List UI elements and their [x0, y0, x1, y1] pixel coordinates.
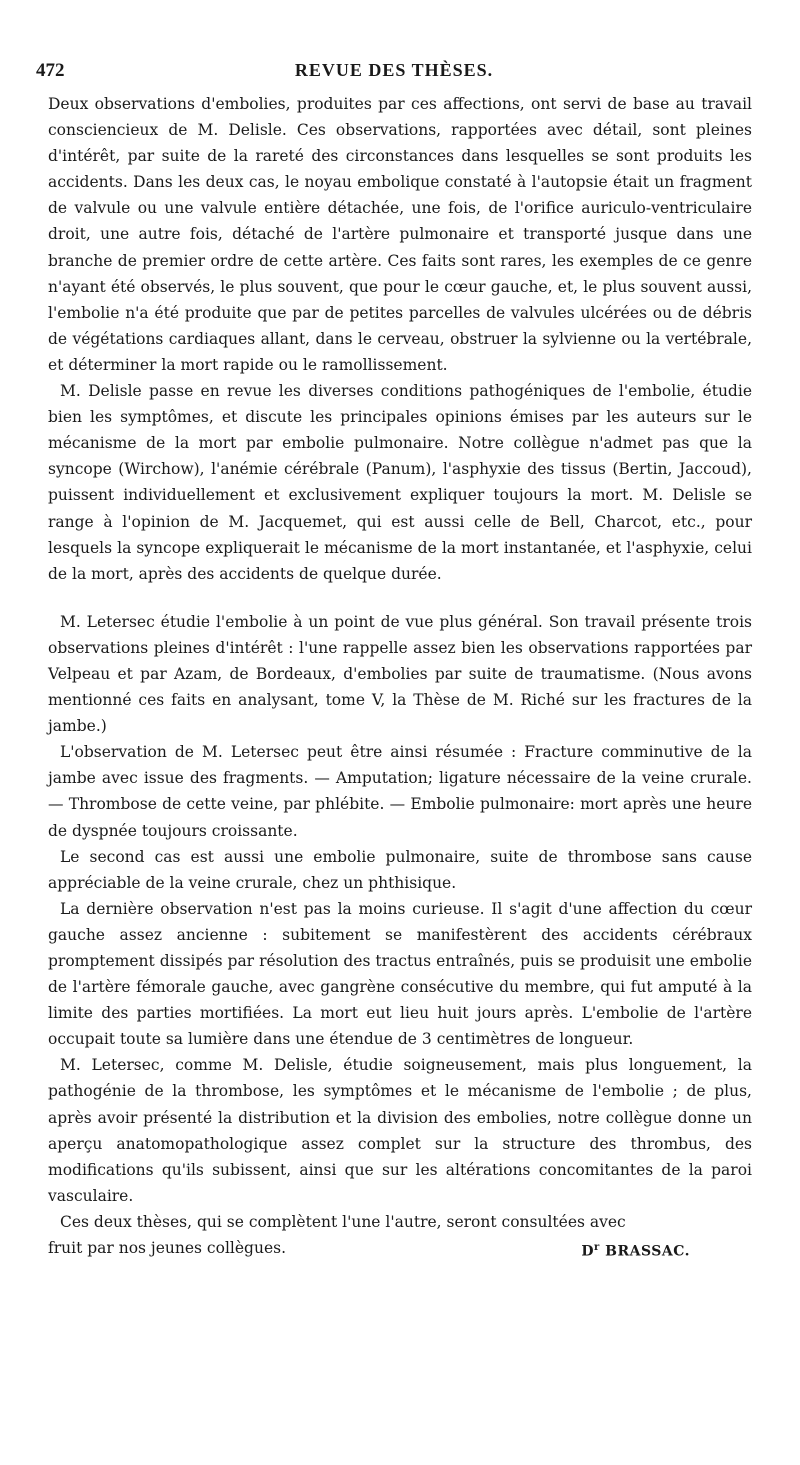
page-header [36, 60, 752, 90]
paragraph-8: Ces deux thèses, qui se complètent l'une l'autre, seront consultées avec [60, 1212, 626, 1231]
paragraph-7: M. Letersec, comme M. Delisle, étudie soigneusement, mais plus longuement, la pathogénie de la thrombose, les symptômes et le mécanisme de l'embolie ; de plus, après avoir présenté la distribution et la division des embolies, notre collègue donne un aperçu anatomopathologique assez complet sur la structure des thrombus, des modifications qu'ils subissent, ainsi que sur les altérations concomitantes de la paroi vasculaire. [48, 1056, 752, 1205]
running-head: REVUE DES THÈSES. [294, 60, 494, 80]
paragraph-3: M. Letersec étudie l'embolie à un point de vue plus général. Son travail présente trois observations pleines d'intérêt : l'une rappelle assez bien les observations rapportées par Velpeau et par Azam, de Bordeaux, d'embolies par suite de traumatisme. (Nous avons mentionné ces faits en analysant, tome V, la Thèse de M. Riché sur les fractures de la jambe.) [48, 612, 752, 736]
author-signature [581, 1235, 752, 1265]
signature-superscript: r [593, 1242, 600, 1254]
paragraph-6: La dernière observation n'est pas la moins curieuse. Il s'agit d'une affection du cœur gauche assez ancienne : subitement se manifestèrent des accidents cérébraux promptement dissipés par résolution des tractus entraînés, puis se produisit une embolie de l'artère fémorale gauche, avec gangrène consécutive du membre, qui fut amputé à la limite des parties mortifiées. La mort eut lieu huit jours après. L'embolie de l'artère occupait toute sa lumière dans une étendue de 3 centimètres de longueur. [48, 899, 752, 1049]
article-body [48, 91, 752, 1265]
closing-line [48, 1235, 752, 1265]
paragraph-2: M. Delisle passe en revue les diverses conditions pathogéniques de l'embolie, étudie bien les symptômes, et discute les principales opinions émises par les auteurs sur le mécanisme de la mort par embolie pulmonaire. Notre collègue n'admet pas que la syncope (Wirchow), l'anémie cérébrale (Panum), l'asphyxie des tissus (Bertin, Jaccoud), puissent individuellement et exclusivement expliquer toujours la mort. M. Delisle se range à l'opinion de M. Jacquemet, qui est aussi celle de Bell, Charcot, etc., pour lesquels la syncope expliquerait le mécanisme de la mort instantanée, et l'asphyxie, celui de la mort, après des accidents de quelque durée. [48, 382, 752, 583]
section-gap [48, 587, 752, 609]
paragraph-1: Deux observations d'embolies, produites par ces affections, ont servi de base au travail consciencieux de M. Delisle. Ces observations, rapportées avec détail, sont pleines d'intérêt, par suite de la rareté des circonstances dans lesquelles se sont produits les accidents. Dans les deux cas, le noyau embolique constaté à l'autopsie était un fragment de valvule ou une valvule entière détachée, une fois, de l'orifice auriculo-ventriculaire droit, une autre fois, détaché de l'artère pulmonaire et transporté jusque dans une branche de premier ordre de cette artère. Ces faits sont rares, les exemples de ce genre n'ayant été observés, le plus souvent, que pour le cœur gauche, et, le plus souvent aussi, l'embolie n'a été produite que par de petites parcelles de valvules ulcérées ou de débris de végétations cardiaques allant, dans le cerveau, obstruer la sylvienne ou la vertébrale, et déterminer la mort rapide ou le ramollissement. [48, 95, 752, 374]
paragraph-5: Le second cas est aussi une embolie pulmonaire, suite de thrombose sans cause appréciable de la veine crurale, chez un phthisique. [48, 847, 752, 892]
paragraph-4: L'observation de M. Letersec peut être ainsi résumée : Fracture comminutive de la jambe avec issue des fragments. — Amputation; ligature nécessaire de la veine crurale. — Thrombose de cette veine, par phlébite. — Embolie pulmonaire: mort après une heure de dyspnée toujours croissante. [48, 743, 752, 840]
signature-prefix: D [581, 1243, 594, 1260]
page-number: 472 [36, 60, 65, 81]
signature-name: BRASSAC. [605, 1243, 690, 1260]
closing-text: fruit par nos jeunes collègues. [48, 1239, 286, 1258]
